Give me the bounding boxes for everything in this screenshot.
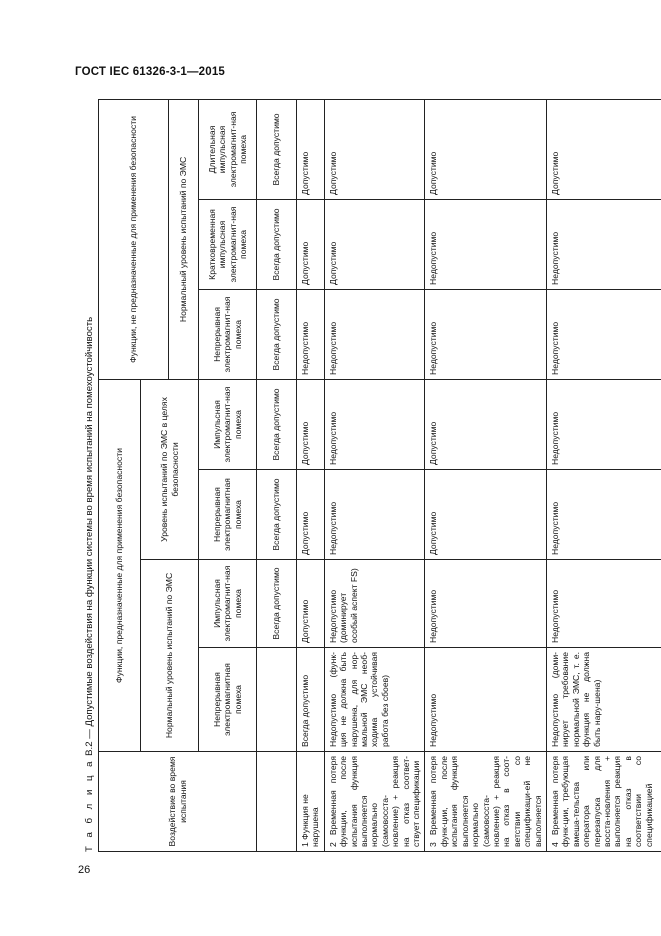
header-col5: Непрерывная электромагнит-ная помеха — [199, 289, 257, 379]
cell: Допустимо — [425, 99, 546, 199]
cell: Недопустимо — [546, 379, 661, 469]
table-caption — [84, 317, 96, 852]
cell: Допустимо — [546, 99, 661, 199]
table-row — [546, 99, 661, 851]
row-effect: 1 Функция не нарушена — [297, 752, 325, 852]
cell: Недопустимо — [324, 470, 425, 560]
page-number: 26 — [78, 864, 91, 876]
table-row — [425, 99, 546, 851]
table-row — [324, 99, 425, 851]
header-always: Всегда допустимо — [257, 199, 297, 289]
cell: Допустимо — [425, 379, 546, 469]
header-always: Всегда допустимо — [257, 379, 297, 469]
caption-text: В.2 — Допустимые воздействия на функции системы во время испытаний на помехоустойчивость — [84, 316, 95, 756]
row-effect: 4 Временная потеря функ-ции, требующая вмеша-тельства оператора или перезапуска для восста-новления + выполняется реакция на отказ в соответствии со спецификацией — [546, 752, 661, 852]
row-effect: 3 Временная потеря функ-ции, после испытания функция выполняется нормально (самовосста-новление) + реакция на отказ в соот-ветствии со спецификаци-ей не выполняется — [425, 752, 546, 852]
header-col1: Непрерывная электромагнитная помеха — [199, 648, 257, 752]
cell: Недопустимо — [297, 289, 325, 379]
cell: Недопустимо — [546, 289, 661, 379]
cell: Недопустимо — [546, 560, 661, 648]
cell: Недопустимо — [425, 289, 546, 379]
table-row — [297, 99, 325, 851]
cell: Недопустимо — [425, 648, 546, 752]
header-always: Всегда допустимо — [257, 289, 297, 379]
header-blank — [257, 752, 297, 852]
cell: Допустимо — [297, 99, 325, 199]
cell: Допустимо — [297, 470, 325, 560]
cell: Допустимо — [324, 199, 425, 289]
cell: Допустимо — [297, 379, 325, 469]
header-col4: Импульсная электромагнит-ная помеха — [199, 379, 257, 469]
caption-label: Т а б л и ц а — [84, 758, 95, 852]
header-always: Всегда допустимо — [257, 470, 297, 560]
cell: Недопустимо — [425, 560, 546, 648]
header-non-safety-functions: Функции, не предназначенные для применения безопасности — [99, 99, 169, 379]
header-blank — [257, 648, 297, 752]
page-header: ГОСТ IEC 61326-3-1—2015 — [75, 66, 226, 78]
header-col6: Кратковременная импульсная электромагнит-ная помеха — [199, 199, 257, 289]
cell: Допустимо — [297, 199, 325, 289]
cell: Недопустимо (доминирует особый аспект FS) — [324, 560, 425, 648]
cell: Допустимо — [324, 99, 425, 199]
cell: Недопустимо — [425, 199, 546, 289]
header-always: Всегда допустимо — [257, 560, 297, 648]
header-effect: Воздействие во время испытания — [99, 752, 257, 852]
cell: Допустимо — [297, 560, 325, 648]
cell: Недопустимо (доми-нирует требование нормальной ЭМС, т. е. функция не должна быть нару-шена) — [546, 648, 661, 752]
header-col7: Длительная импульсная электромагнит-ная помеха — [199, 99, 257, 199]
header-normal-level-2: Нормальный уровень испытаний по ЭМС — [169, 99, 199, 379]
header-col2: Импульсная электромагнит-ная помеха — [199, 560, 257, 648]
header-safety-level: Уровень испытаний по ЭМС в целях безопасности — [141, 379, 199, 559]
header-normal-level: Нормальный уровень испытаний по ЭМС — [141, 560, 199, 752]
cell: Недопустимо — [546, 199, 661, 289]
effects-table — [98, 99, 661, 852]
cell: Допустимо — [425, 470, 546, 560]
header-always: Всегда допустимо — [257, 99, 297, 199]
header-safety-functions: Функции, предназначенные для применения безопасности — [99, 379, 141, 751]
cell: Недопустимо (функ-ция не должна быть нарушена, для нор-мальной ЭМС необ-ходима устойчивая работа без сбоев) — [324, 648, 425, 752]
header-col3: Непрерывная электромагнитная помеха — [199, 470, 257, 560]
cell: Недопустимо — [324, 289, 425, 379]
cell: Всегда допустимо — [297, 648, 325, 752]
rotated-table-block — [84, 100, 654, 852]
cell: Недопустимо — [546, 470, 661, 560]
row-effect: 2 Временная потеря функции, после испытания функция выполняется нормально (самовосста-новление) + реакция на отказ соответ-ствует спецификации — [324, 752, 425, 852]
cell: Недопустимо — [324, 379, 425, 469]
